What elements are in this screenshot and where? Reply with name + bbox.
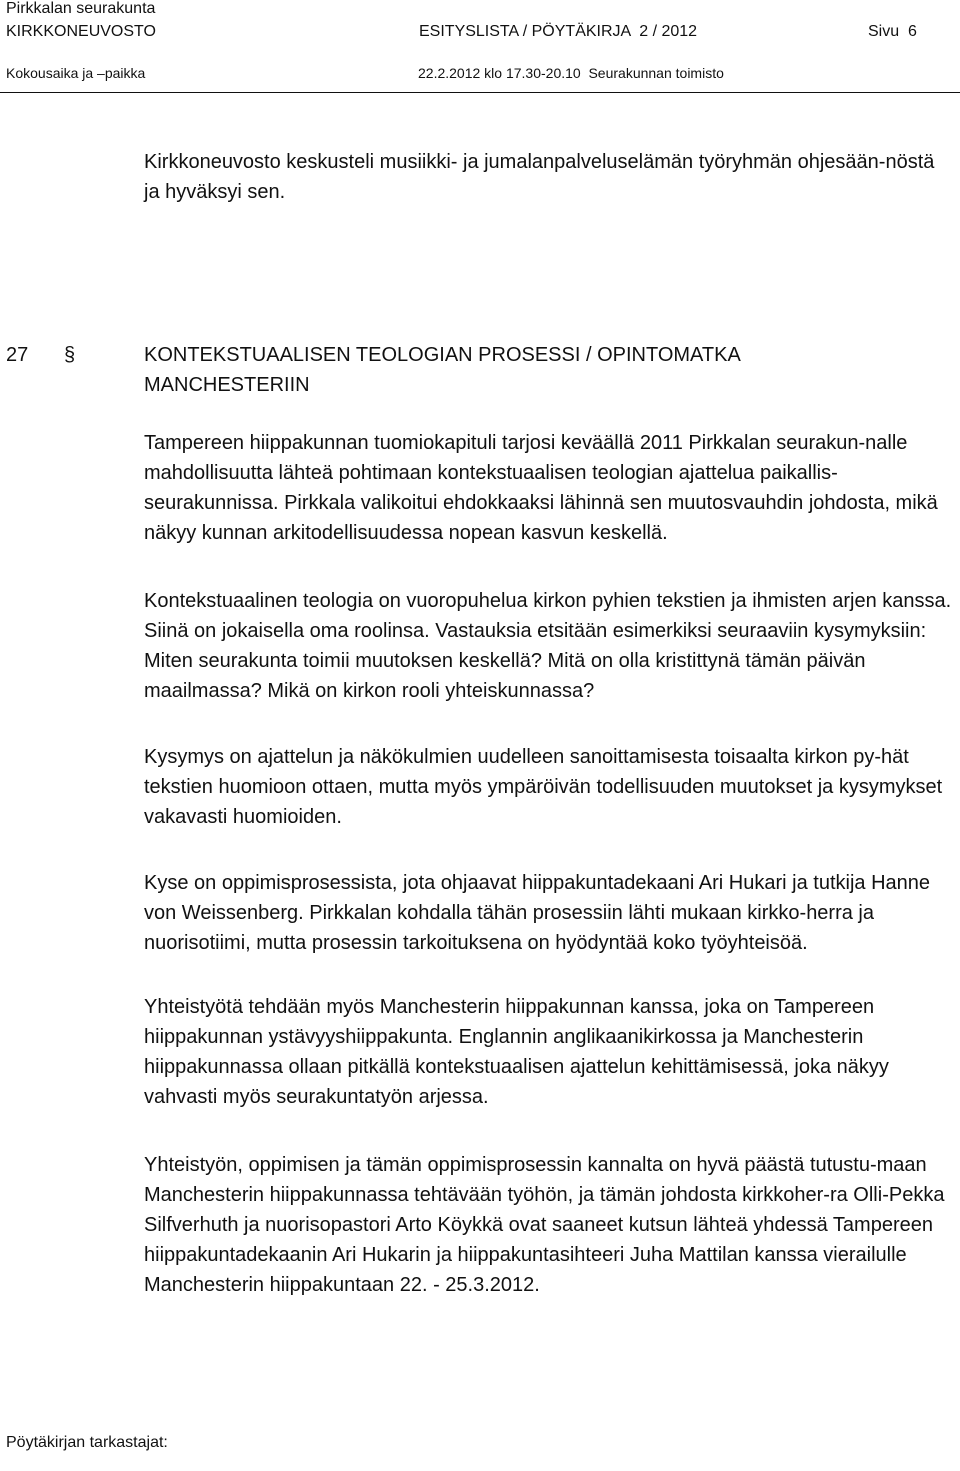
footer-reviewers-label: Pöytäkirjan tarkastajat: (6, 1434, 168, 1451)
meeting-label: Kokousaika ja –paikka (6, 65, 146, 81)
body-paragraph: Yhteistyötä tehdään myös Manchesterin hiippakunnan kanssa, joka on Tampereen hiippakunnan ystävyyshiippakunta. Englannin anglikaanikirkossa ja Manchesterin hiippakunnassa ollaan pitkällä kontekstuaalisen ajattelun kehittämisessä, joka näkyy vahvasti myös seurakuntatyön arjessa. (144, 996, 889, 1108)
body-paragraph: Kontekstuaalinen teologia on vuoropuhelua kirkon pyhien tekstien ja ihmisten arjen kanssa. Siinä on jokaisella oma roolinsa. Vastauksia etsitään esimerkiksi seuraaviin kysymyksiin: Miten seurakunta toimii muutoksen keskellä? Mitä on olla kristittynä tämän päivän maailmassa? Mikä on kirkon rooli yhteiskunnassa? (144, 590, 952, 702)
body-paragraph: Tampereen hiippakunnan tuomiokapituli tarjosi keväällä 2011 Pirkkalan seurakun-nalle mahdollisuutta lähteä pohtimaan kontekstuaalisen teologian ajattelua paikallis-seurakunnissa. Pirkkala valikoitui ehdokkaaksi lähinnä sen muutosvauhdin johdosta, mikä näkyy kunnan arkitodellisuudessa nopean kasvun keskellä. (144, 432, 938, 544)
document-title: ESITYSLISTA / PÖYTÄKIRJA 2 / 2012 (419, 23, 698, 40)
meeting-value: 22.2.2012 klo 17.30-20.10 Seurakunnan toimisto (418, 65, 724, 81)
body-paragraph: Kysymys on ajattelun ja näkökulmien uudelleen sanoittamisesta toisaalta kirkon py-hät tekstien huomioon ottaen, mutta myös ympäröivän todellisuuden muutokset ja kysymykset vakavasti huomioiden. (144, 746, 943, 828)
body-paragraph: Kyse on oppimisprosessista, jota ohjaavat hiippakuntadekaani Ari Hukari ja tutkija Hanne von Weissenberg. Pirkkalan kohdalla tähän prosessiin lähti mukaan kirkko-herra ja nuorisotiimi, mutta prosessin tarkoituksena on hyödyntää koko työyhteisöä. (144, 872, 931, 954)
section-mark: § (64, 344, 76, 366)
page-number: Sivu 6 (868, 23, 917, 40)
intro-paragraph: Kirkkoneuvosto keskusteli musiikki- ja jumalanpalveluselämän työryhmän ohjesään-nöstä ja hyväksyi sen. (144, 151, 935, 203)
body-name: KIRKKONEUVOSTO (6, 23, 156, 40)
organization-name: Pirkkalan seurakunta (6, 0, 156, 17)
header-divider (0, 92, 960, 93)
body-paragraph: Yhteistyön, oppimisen ja tämän oppimisprosessin kannalta on hyvä päästä tutustu-maan Manchesterin hiippakunnassa tehtävään työhön, ja tämän johdosta kirkkoher-ra Olli-Pekka Silfverhuth ja nuorisopastori Arto Köykkä ovat saaneet kutsun lähteä yhdessä Tampereen hiippakuntadekaanin Ari Hukarin ja hiippakuntasihteeri Juha Mattilan kanssa vierailulle Manchesterin hiippakuntaan 22. - 25.3.2012. (144, 1154, 945, 1296)
section-number: 27 (6, 344, 29, 366)
section-title: KONTEKSTUAALISEN TEOLOGIAN PROSESSI / OPINTOMATKA MANCHESTERIIN (144, 344, 740, 396)
